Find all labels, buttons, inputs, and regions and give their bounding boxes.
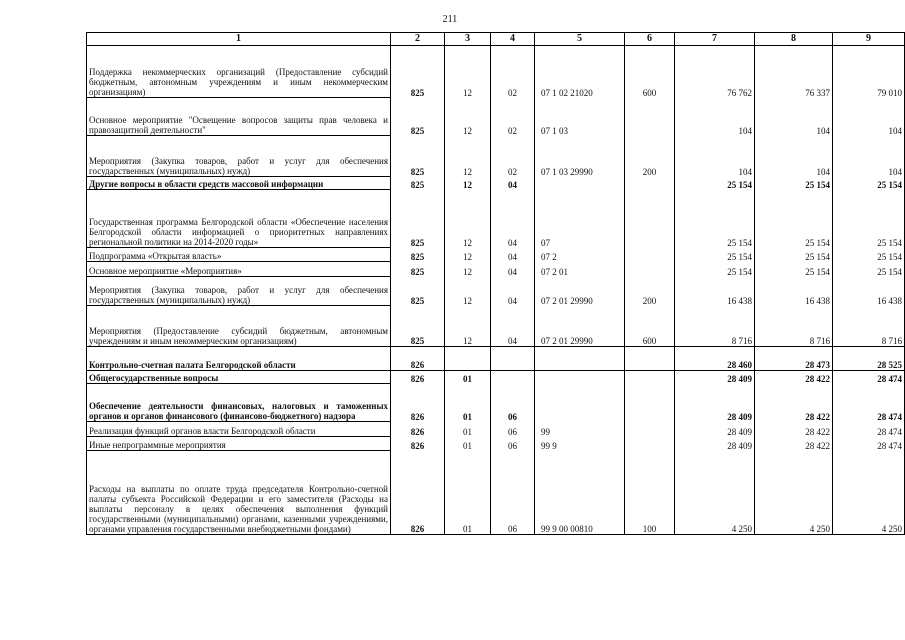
row-value-2021: 8 716 [833, 306, 905, 347]
row-code: 825 [391, 306, 445, 347]
row-target-article: 07 1 03 29990 [535, 136, 625, 177]
row-name: Мероприятия (Закупка товаров, работ и услуг для обеспечения государственных (муниципальных) нужд) [87, 136, 391, 177]
row-expense-type [625, 248, 675, 262]
row-value-2020: 28 422 [755, 437, 833, 451]
column-header: 1 [87, 33, 391, 46]
row-value-2020: 28 422 [755, 422, 833, 437]
column-header: 8 [755, 33, 833, 46]
row-section: 12 [445, 306, 491, 347]
row-value-2020: 28 422 [755, 371, 833, 384]
row-section: 12 [445, 248, 491, 262]
row-name: Мероприятия (Предоставление субсидий бюджетным, автономным учреждениям и иным некоммерческим организациям) [87, 306, 391, 347]
row-value-2019: 4 250 [675, 451, 755, 535]
row-expense-type: 200 [625, 277, 675, 306]
row-name: Государственная программа Белгородской области «Обеспечение населения Белгородской области информацией о приоритетных направлениях региональной политики на 2014-2020 годы» [87, 190, 391, 248]
page-number: 211 [442, 14, 458, 25]
row-target-article: 07 1 02 21020 [535, 46, 625, 98]
row-code: 825 [391, 277, 445, 306]
row-expense-type [625, 98, 675, 136]
row-value-2021: 28 474 [833, 384, 905, 422]
row-value-2021: 25 154 [833, 177, 905, 190]
row-value-2019: 28 409 [675, 422, 755, 437]
table-row [87, 277, 905, 306]
row-section: 12 [445, 136, 491, 177]
row-subsection: 02 [491, 98, 535, 136]
row-value-2020: 25 154 [755, 190, 833, 248]
row-value-2019: 28 409 [675, 371, 755, 384]
row-target-article [535, 384, 625, 422]
row-value-2020: 25 154 [755, 248, 833, 262]
row-value-2019: 104 [675, 98, 755, 136]
row-subsection: 06 [491, 437, 535, 451]
row-value-2020: 76 337 [755, 46, 833, 98]
table-row [87, 136, 905, 177]
table-row [87, 347, 905, 371]
row-value-2021: 16 438 [833, 277, 905, 306]
row-value-2021: 25 154 [833, 248, 905, 262]
row-value-2020: 4 250 [755, 451, 833, 535]
row-value-2019: 28 460 [675, 347, 755, 371]
row-value-2019: 25 154 [675, 262, 755, 277]
row-section: 12 [445, 177, 491, 190]
row-subsection: 02 [491, 46, 535, 98]
row-value-2021: 28 474 [833, 371, 905, 384]
row-section: 01 [445, 437, 491, 451]
row-section: 01 [445, 384, 491, 422]
row-section: 01 [445, 451, 491, 535]
row-code: 825 [391, 98, 445, 136]
row-target-article: 07 1 03 [535, 98, 625, 136]
row-value-2019: 8 716 [675, 306, 755, 347]
row-subsection: 04 [491, 190, 535, 248]
row-expense-type [625, 262, 675, 277]
row-value-2021: 28 474 [833, 422, 905, 437]
row-value-2020: 104 [755, 98, 833, 136]
row-section: 12 [445, 98, 491, 136]
row-subsection: 06 [491, 451, 535, 535]
row-target-article: 07 [535, 190, 625, 248]
table-row [87, 98, 905, 136]
row-value-2020: 25 154 [755, 177, 833, 190]
row-section: 12 [445, 190, 491, 248]
row-value-2021: 79 010 [833, 46, 905, 98]
column-header: 4 [491, 33, 535, 46]
row-section: 12 [445, 262, 491, 277]
row-target-article [535, 177, 625, 190]
row-code: 826 [391, 437, 445, 451]
row-value-2020: 28 473 [755, 347, 833, 371]
table-row [87, 262, 905, 277]
row-value-2021: 28 474 [833, 437, 905, 451]
row-target-article [535, 347, 625, 371]
row-subsection: 06 [491, 422, 535, 437]
row-name: Подпрограмма «Открытая власть» [87, 248, 391, 262]
row-target-article: 99 9 00 00810 [535, 451, 625, 535]
row-value-2020: 16 438 [755, 277, 833, 306]
row-code: 825 [391, 136, 445, 177]
row-expense-type: 600 [625, 306, 675, 347]
row-subsection: 04 [491, 177, 535, 190]
table-row [87, 384, 905, 422]
row-value-2021: 28 525 [833, 347, 905, 371]
table-header-row [87, 33, 905, 46]
row-name: Основное мероприятие «Мероприятия» [87, 262, 391, 277]
row-code: 826 [391, 371, 445, 384]
row-expense-type [625, 422, 675, 437]
row-value-2019: 28 409 [675, 437, 755, 451]
column-header: 5 [535, 33, 625, 46]
row-value-2019: 25 154 [675, 177, 755, 190]
row-value-2020: 28 422 [755, 384, 833, 422]
row-value-2019: 104 [675, 136, 755, 177]
row-value-2020: 25 154 [755, 262, 833, 277]
budget-table [86, 32, 905, 535]
row-subsection [491, 347, 535, 371]
row-section: 01 [445, 422, 491, 437]
row-name: Расходы на выплаты по оплате труда председателя Контрольно-счетной палаты субъекта Российской Федерации и его заместителя (Расходы на выплаты персоналу в целях обеспечения выполнения функций государственными (муниципальными) органами, казенными учреждениями, органами управления государственными внебюджетными фондами) [87, 451, 391, 535]
row-value-2021: 104 [833, 98, 905, 136]
table-row [87, 451, 905, 535]
row-value-2019: 28 409 [675, 384, 755, 422]
table-row [87, 248, 905, 262]
row-name: Общегосударственные вопросы [87, 371, 391, 384]
row-name: Контрольно-счетная палата Белгородской области [87, 347, 391, 371]
row-subsection: 04 [491, 248, 535, 262]
row-target-article: 99 [535, 422, 625, 437]
row-section: 01 [445, 371, 491, 384]
row-value-2019: 25 154 [675, 190, 755, 248]
row-code: 825 [391, 248, 445, 262]
row-name: Основное мероприятие "Освещение вопросов защиты прав человека и правозащитной деятельности" [87, 98, 391, 136]
row-code: 825 [391, 177, 445, 190]
row-expense-type: 100 [625, 451, 675, 535]
row-section: 12 [445, 46, 491, 98]
row-expense-type [625, 347, 675, 371]
table-row [87, 177, 905, 190]
row-value-2021: 25 154 [833, 262, 905, 277]
column-header: 9 [833, 33, 905, 46]
row-code: 825 [391, 46, 445, 98]
table-row [87, 306, 905, 347]
row-value-2019: 76 762 [675, 46, 755, 98]
row-value-2020: 104 [755, 136, 833, 177]
table-row [87, 371, 905, 384]
row-expense-type [625, 371, 675, 384]
row-expense-type [625, 190, 675, 248]
row-code: 826 [391, 384, 445, 422]
column-header: 3 [445, 33, 491, 46]
row-expense-type [625, 177, 675, 190]
row-target-article: 07 2 01 29990 [535, 306, 625, 347]
row-target-article: 99 9 [535, 437, 625, 451]
row-expense-type: 200 [625, 136, 675, 177]
row-target-article [535, 371, 625, 384]
table-row [87, 46, 905, 98]
row-expense-type [625, 437, 675, 451]
row-value-2019: 25 154 [675, 248, 755, 262]
row-value-2021: 104 [833, 136, 905, 177]
column-header: 2 [391, 33, 445, 46]
table-row [87, 190, 905, 248]
row-code: 826 [391, 451, 445, 535]
row-code: 825 [391, 262, 445, 277]
row-subsection: 04 [491, 262, 535, 277]
row-target-article: 07 2 01 [535, 262, 625, 277]
row-value-2020: 8 716 [755, 306, 833, 347]
row-name: Другие вопросы в области средств массовой информации [87, 177, 391, 190]
row-name: Обеспечение деятельности финансовых, налоговых и таможенных органов и органов финансового (финансово-бюджетного) надзора [87, 384, 391, 422]
row-section [445, 347, 491, 371]
row-name: Иные непрограммные мероприятия [87, 437, 391, 451]
row-subsection [491, 371, 535, 384]
row-value-2021: 4 250 [833, 451, 905, 535]
table-row [87, 437, 905, 451]
column-header: 6 [625, 33, 675, 46]
column-header: 7 [675, 33, 755, 46]
table-row [87, 422, 905, 437]
row-value-2019: 16 438 [675, 277, 755, 306]
row-name: Мероприятия (Закупка товаров, работ и услуг для обеспечения государственных (муниципальных) нужд) [87, 277, 391, 306]
row-subsection: 04 [491, 277, 535, 306]
row-expense-type: 600 [625, 46, 675, 98]
row-target-article: 07 2 01 29990 [535, 277, 625, 306]
row-expense-type [625, 384, 675, 422]
row-value-2021: 25 154 [833, 190, 905, 248]
row-code: 825 [391, 190, 445, 248]
row-subsection: 06 [491, 384, 535, 422]
row-target-article: 07 2 [535, 248, 625, 262]
row-code: 826 [391, 347, 445, 371]
row-code: 826 [391, 422, 445, 437]
row-name: Поддержка некоммерческих организаций (Предоставление субсидий бюджетным, автономным учреждениям и иным некоммерческим организациям) [87, 46, 391, 98]
row-section: 12 [445, 277, 491, 306]
row-name: Реализация функций органов власти Белгородской области [87, 422, 391, 437]
row-subsection: 02 [491, 136, 535, 177]
row-subsection: 04 [491, 306, 535, 347]
